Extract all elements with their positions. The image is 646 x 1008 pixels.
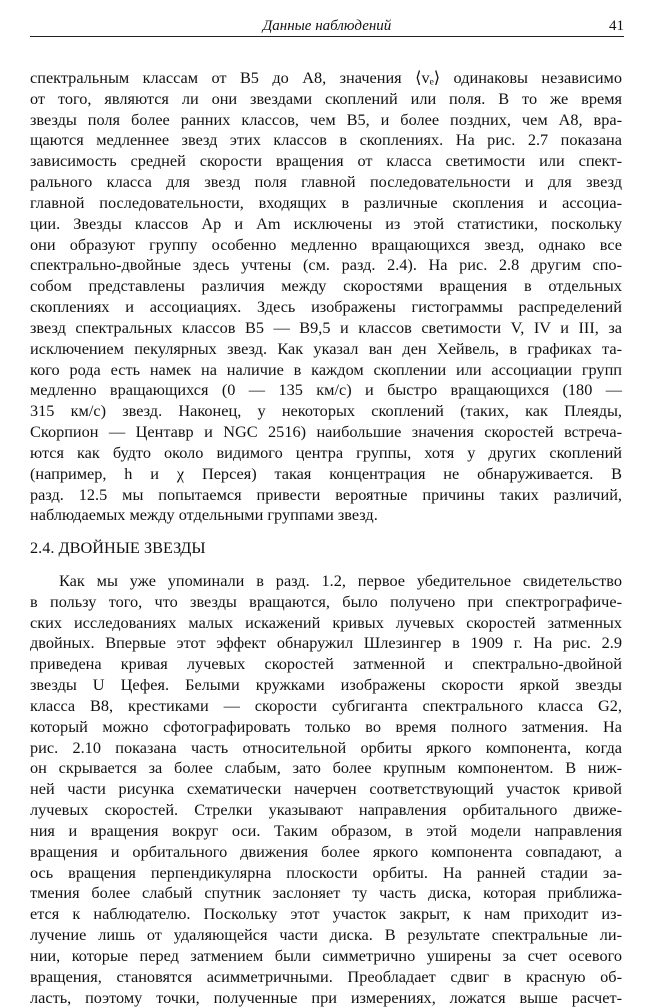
text-line: класса B8, крестиками — скорости субгиганта спектрального класса G2,: [30, 695, 622, 715]
text-line: который можно сфотографировать только во время полного затмения. На: [30, 716, 622, 736]
text-line: от того, являются ли они звездами скоплений или поля. В то же время: [30, 88, 622, 108]
text-line: вращения, становятся асимметричными. Преобладает сдвиг в красную об-: [30, 966, 622, 986]
text-line: вращения и орбитального движения более яркого компонента совпадают, а: [30, 841, 622, 861]
text-line: лучевых скоростей. Стрелки указывают направления орбитального движе-: [30, 800, 622, 820]
text-line: нии, которые перед затмением были симметрично уширены за счет осевого: [30, 945, 622, 965]
text-line: рис. 2.10 показана часть относительной орбиты яркого компонента, когда: [30, 737, 622, 757]
text-line: двойных. Впервые этот эффект обнаружил Шлезингер в 1909 г. На рис. 2.9: [30, 633, 622, 653]
text-line: собом представлены различия между скоростями вращения в отдельных: [30, 276, 622, 296]
section-heading: 2.4. ДВОЙНЫЕ ЗВЕЗДЫ: [30, 538, 206, 557]
text-line: Скорпион — Центавр и NGC 2516) наибольшие значения скоростей встреча-: [30, 422, 622, 442]
text-line: щаются медленнее звезд этих классов в скоплениях. На рис. 2.7 показана: [30, 130, 622, 150]
text-line: спектральным классам от B5 до A8, значения ⟨vₑ⟩ одинаковы независимо: [30, 68, 622, 87]
text-line: разд. 12.5 мы попытаемся привести вероятные причины таких различий,: [30, 484, 622, 504]
text-line: ния и вращения вокруг оси. Таким образом, в этой модели направления: [30, 820, 622, 840]
text-line: звезды поля более ранних классов, чем B5, и более поздних, чем A8, вра-: [30, 109, 622, 129]
paragraph-rotation-statistics: [30, 68, 622, 526]
text-line: кого рода есть намек на наличие в каждом скоплении или ассоциации групп: [30, 359, 622, 379]
text-line: (например, h и χ Персея) такая концентрация не обнаруживается. В: [30, 463, 622, 483]
running-header: [30, 14, 624, 37]
text-line: ции. Звезды классов Ap и Am исключены из этой статистики, поскольку: [30, 213, 622, 233]
text-line: звезды U Цефея. Белыми кружками изображены скорости яркой звезды: [30, 675, 622, 695]
page-number: 41: [609, 18, 624, 34]
text-line: ских исследованиях малых искажений кривых лучевых скоростей затменных: [30, 612, 622, 632]
text-line: 315 км/с) звезд. Наконец, у некоторых скоплений (таких, как Плеяды,: [30, 401, 622, 421]
text-line: зависимость средней скорости вращения от класса светимости или спект-: [30, 151, 622, 171]
text-line: они образуют группу особенно медленно вращающихся звезд, однако все: [30, 234, 622, 254]
text-line: тмения более слабый спутник заслоняет ту часть диска, которая приближа-: [30, 883, 622, 903]
text-line: ласть, поэтому точки, полученные при измерениях, ложатся выше расчет-: [30, 987, 622, 1007]
text-line: ось вращения перпендикулярна плоскости орбиты. На ранней стадии за-: [30, 862, 622, 882]
paragraph-binary-stars: [30, 571, 622, 1008]
text-line: скоплениях и ассоциациях. Здесь изображены гистограммы распределений: [30, 297, 622, 317]
text-line: лучение лишь от удаляющейся части диска. В результате спектральные ли-: [30, 925, 622, 945]
text-line: ней части рисунка схематически начерчен соответствующий участок кривой: [30, 779, 622, 799]
text-line: ется к наблюдателю. Поскольку этот участок закрыт, к нам приходит из-: [30, 904, 622, 924]
text-line: приведена кривая лучевых скоростей затменной и спектрально-двойной: [30, 654, 622, 674]
text-line: ются как будто около видимого центра группы, хотя у других скоплений: [30, 442, 622, 462]
text-line: рального класса для звезд поля главной последовательности и для звезд: [30, 172, 622, 192]
text-line: главной последовательности, входящих в различные скопления и ассоциа-: [30, 192, 622, 212]
text-line: спектрально-двойные здесь учтены (см. разд. 2.4). На рис. 2.8 другим спо-: [30, 255, 622, 275]
text-line: звезд спектральных классов B5 — B9,5 и классов светимости V, IV и III, за: [30, 317, 622, 337]
text-line: Как мы уже упоминали в разд. 1.2, первое убедительное свидетельство: [59, 571, 622, 590]
text-line: исключением пекулярных звезд. Как указал ван ден Хейвель, в графиках та-: [30, 338, 622, 358]
text-line: наблюдаемых между отдельными группами звезд.: [30, 505, 378, 525]
text-line: в пользу того, что звезды вращаются, было получено при спектрографиче-: [30, 591, 622, 611]
header-title: Данные наблюдений: [262, 18, 392, 34]
text-line: медленно вращающихся (0 — 135 км/с) и быстро вращающихся (180 —: [30, 380, 622, 400]
text-line: он скрывается за более слабым, зато более крупным компонентом. В ниж-: [30, 758, 622, 778]
